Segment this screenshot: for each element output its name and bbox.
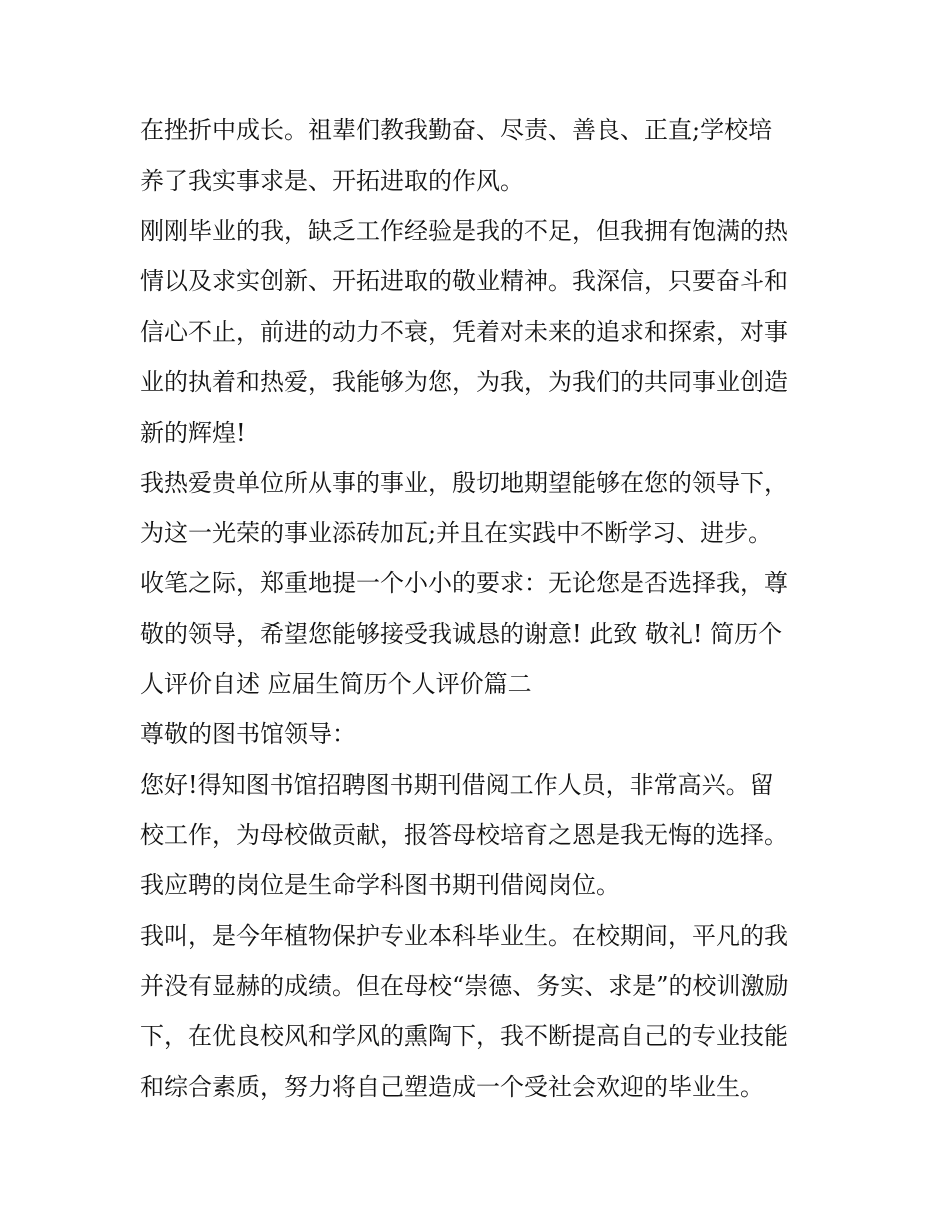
text-line: 和综合素质，努力将自己塑造成一个受社会欢迎的毕业生。 [140,1073,764,1101]
text-line: 校工作，为母校做贡献，报答母校培育之恩是我无悔的选择。 [140,821,788,849]
text-line: 敬的领导，希望您能够接受我诚恳的谢意! 此致 敬礼! 简历个 [140,620,783,648]
text-line: 业的执着和热爱，我能够为您，为我，为我们的共同事业创造 [140,368,788,396]
text-line: 新的辉煌! [140,419,246,447]
text-line: 下，在优良校风和学风的熏陶下，我不断提高自己的专业技能 [140,1022,788,1050]
text-line: 信心不止，前进的动力不衰，凭着对未来的追求和探索，对事 [140,318,788,346]
text-line: 人评价自述 应届生简历个人评价篇二 [140,670,532,698]
text-line: 养了我实事求是、开拓进取的作风。 [140,167,524,195]
text-line: 并没有显赫的成绩。但在母校“崇德、务实、求是”的校训激励 [140,972,789,1000]
text-line: 刚刚毕业的我，缺乏工作经验是我的不足，但我拥有饱满的热 [140,217,788,245]
text-line: 我叫，是今年植物保护专业本科毕业生。在校期间，平凡的我 [140,922,788,950]
text-line: 为这一光荣的事业添砖加瓦;并且在实践中不断学习、进步。 [140,519,773,547]
text-line: 情以及求实创新、开拓进取的敬业精神。我深信，只要奋斗和 [140,267,788,295]
text-line: 尊敬的图书馆领导： [140,720,356,748]
text-line: 我热爱贵单位所从事的事业，殷切地期望能够在您的领导下， [140,469,788,497]
text-line: 在挫折中成长。祖辈们教我勤奋、尽责、善良、正直;学校培 [140,116,773,144]
text-line: 收笔之际，郑重地提一个小小的要求：无论您是否选择我，尊 [140,569,788,597]
text-line: 我应聘的岗位是生命学科图书期刊借阅岗位。 [140,871,620,899]
text-line: 您好!得知图书馆招聘图书期刊借阅工作人员，非常高兴。留 [140,771,774,799]
